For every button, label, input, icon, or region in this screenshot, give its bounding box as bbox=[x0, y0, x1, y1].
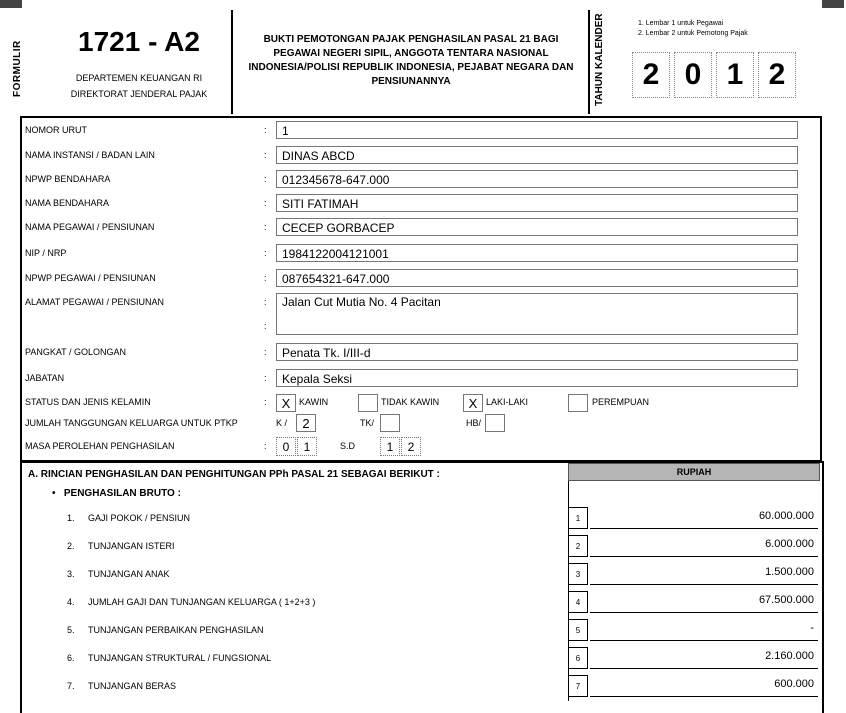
item-label: TUNJANGAN PERBAIKAN PENGHASILAN bbox=[88, 625, 264, 635]
item-number: 6. bbox=[67, 653, 75, 663]
section-a-title: A. RINCIAN PENGHASILAN DAN PENGHITUNGAN PPh PASAL 21 SEBAGAI BERIKUT : bbox=[28, 469, 440, 480]
lembar-note: 1. Lembar 1 untuk Pegawai bbox=[638, 20, 724, 27]
header-divider bbox=[588, 10, 590, 114]
colon: : bbox=[264, 397, 267, 407]
item-label: TUNJANGAN ANAK bbox=[88, 569, 170, 579]
label-sd: S.D bbox=[340, 441, 356, 451]
label-nip: NIP / NRP bbox=[25, 248, 67, 258]
item-label: GAJI POKOK / PENSIUN bbox=[88, 513, 191, 523]
colon: : bbox=[264, 441, 267, 451]
label-pangkat: PANGKAT / GOLONGAN bbox=[25, 347, 127, 357]
label-kawin: KAWIN bbox=[299, 397, 329, 407]
label-tanggungan: JUMLAH TANGGUNGAN KELUARGA UNTUK PTKP bbox=[25, 418, 238, 428]
item-label: TUNJANGAN STRUKTURAL / FUNGSIONAL bbox=[88, 653, 272, 663]
label-k: K / bbox=[276, 418, 288, 428]
amount-tunjangan-anak[interactable]: 1.500.000 bbox=[590, 563, 818, 585]
label-hb: HB/ bbox=[466, 418, 482, 428]
title-line: BUKTI PEMOTONGAN PAJAK PENGHASILAN PASAL 21 BAGI bbox=[263, 34, 559, 45]
checkbox-kawin[interactable]: X bbox=[276, 394, 296, 412]
item-label: TUNJANGAN ISTERI bbox=[88, 541, 175, 551]
row-number: 6 bbox=[568, 647, 588, 669]
masa-from-digit[interactable]: 1 bbox=[297, 437, 317, 456]
masa-from-digit[interactable]: 0 bbox=[276, 437, 296, 456]
field-nip[interactable]: 1984122004121001 bbox=[276, 244, 798, 262]
input-tk[interactable] bbox=[380, 414, 400, 432]
amount-tunjangan-perbaikan[interactable]: - bbox=[590, 619, 818, 641]
amount-jumlah-gaji[interactable]: 67.500.000 bbox=[590, 591, 818, 613]
row-number: 3 bbox=[568, 563, 588, 585]
label-alamat: ALAMAT PEGAWAI / PENSIUNAN bbox=[25, 297, 165, 307]
year-digit: 2 bbox=[632, 52, 670, 98]
corner-mark-left bbox=[0, 0, 22, 8]
title-line: PEGAWAI NEGERI SIPIL, ANGGOTA TENTARA NASIONAL bbox=[273, 48, 549, 59]
item-label: TUNJANGAN BERAS bbox=[88, 681, 177, 691]
label-nama-instansi: NAMA INSTANSI / BADAN LAIN bbox=[25, 150, 155, 160]
year-digit: 1 bbox=[716, 52, 754, 98]
checkbox-perempuan[interactable] bbox=[568, 394, 588, 412]
colon: : bbox=[264, 373, 267, 383]
row-number: 4 bbox=[568, 591, 588, 613]
year-digit: 2 bbox=[758, 52, 796, 98]
row-number: 7 bbox=[568, 675, 588, 697]
field-nama-pegawai[interactable]: CECEP GORBACEP bbox=[276, 218, 798, 236]
label-nama-bendahara: NAMA BENDAHARA bbox=[25, 198, 110, 208]
form-code: 1721 - A2 bbox=[78, 26, 200, 57]
colon: : bbox=[264, 297, 267, 307]
title-line: PENSIUNANNYA bbox=[371, 76, 451, 87]
masa-to-digit[interactable]: 1 bbox=[380, 437, 400, 456]
colon: : bbox=[264, 150, 267, 160]
dept-line: DEPARTEMEN KEUANGAN RI bbox=[75, 73, 203, 83]
formulir-label: FORMULIR bbox=[12, 40, 23, 97]
item-number: 2. bbox=[67, 541, 75, 551]
bruto-label: PENGHASILAN BRUTO : bbox=[63, 488, 181, 499]
amount-tunjangan-isteri[interactable]: 6.000.000 bbox=[590, 535, 818, 557]
title-line: INDONESIA/POLISI REPUBLIK INDONESIA, PEJABAT NEGARA DAN bbox=[248, 62, 574, 73]
field-nomor-urut[interactable]: 1 bbox=[276, 121, 798, 139]
dept-line: DIREKTORAT JENDERAL PAJAK bbox=[70, 89, 208, 99]
label-nomor-urut: NOMOR URUT bbox=[25, 125, 87, 135]
label-jabatan: JABATAN bbox=[25, 373, 65, 383]
lembar-note: 2. Lembar 2 untuk Pemotong Pajak bbox=[638, 30, 748, 37]
field-npwp-pegawai[interactable]: 087654321-647.000 bbox=[276, 269, 798, 287]
amount-tunjangan-beras[interactable]: 600.000 bbox=[590, 675, 818, 697]
label-status: STATUS DAN JENIS KELAMIN bbox=[25, 397, 151, 407]
field-npwp-bendahara[interactable]: 012345678-647.000 bbox=[276, 170, 798, 188]
colon: : bbox=[264, 222, 267, 232]
label-laki-laki: LAKI-LAKI bbox=[486, 397, 529, 407]
corner-mark-right bbox=[822, 0, 844, 8]
department-name bbox=[50, 70, 228, 102]
input-k[interactable]: 2 bbox=[296, 414, 316, 432]
item-number: 5. bbox=[67, 625, 75, 635]
colon: : bbox=[264, 125, 267, 135]
item-number: 1. bbox=[67, 513, 75, 523]
colon: : bbox=[264, 321, 267, 331]
amount-tunjangan-struktural[interactable]: 2.160.000 bbox=[590, 647, 818, 669]
input-hb[interactable] bbox=[485, 414, 505, 432]
amount-gaji-pokok[interactable]: 60.000.000 bbox=[590, 507, 818, 529]
rupiah-header: RUPIAH bbox=[568, 463, 820, 481]
label-masa: MASA PEROLEHAN PENGHASILAN bbox=[25, 441, 175, 451]
field-alamat[interactable]: Jalan Cut Mutia No. 4 Pacitan bbox=[276, 293, 798, 335]
bruto-heading bbox=[52, 488, 181, 499]
label-perempuan: PEREMPUAN bbox=[592, 397, 650, 407]
checkbox-laki-laki[interactable]: X bbox=[463, 394, 483, 412]
colon: : bbox=[264, 174, 267, 184]
row-number: 1 bbox=[568, 507, 588, 529]
label-nama-pegawai: NAMA PEGAWAI / PENSIUNAN bbox=[25, 222, 155, 232]
checkbox-tidak-kawin[interactable] bbox=[358, 394, 378, 412]
label-npwp-pegawai: NPWP PEGAWAI / PENSIUNAN bbox=[25, 273, 156, 283]
row-number: 2 bbox=[568, 535, 588, 557]
item-number: 4. bbox=[67, 597, 75, 607]
year-digit: 0 bbox=[674, 52, 712, 98]
colon: : bbox=[264, 273, 267, 283]
item-number: 7. bbox=[67, 681, 75, 691]
form-title bbox=[236, 33, 586, 89]
identity-section bbox=[20, 116, 822, 462]
item-number: 3. bbox=[67, 569, 75, 579]
bullet: • bbox=[52, 488, 56, 499]
field-jabatan[interactable]: Kepala Seksi bbox=[276, 369, 798, 387]
row-number: 5 bbox=[568, 619, 588, 641]
tahun-kalender-label: TAHUN KALENDER bbox=[594, 13, 605, 106]
colon: : bbox=[264, 347, 267, 357]
field-nama-bendahara[interactable]: SITI FATIMAH bbox=[276, 194, 798, 212]
colon: : bbox=[264, 248, 267, 258]
colon: : bbox=[264, 198, 267, 208]
masa-to-digit[interactable]: 2 bbox=[401, 437, 421, 456]
field-pangkat[interactable]: Penata Tk. I/III-d bbox=[276, 343, 798, 361]
item-label: JUMLAH GAJI DAN TUNJANGAN KELUARGA ( 1+2+3 ) bbox=[88, 597, 316, 607]
header-divider bbox=[231, 10, 233, 114]
label-tidak-kawin: TIDAK KAWIN bbox=[381, 397, 440, 407]
field-nama-instansi[interactable]: DINAS ABCD bbox=[276, 146, 798, 164]
label-npwp-bendahara: NPWP BENDAHARA bbox=[25, 174, 111, 184]
label-tk: TK/ bbox=[360, 418, 375, 428]
